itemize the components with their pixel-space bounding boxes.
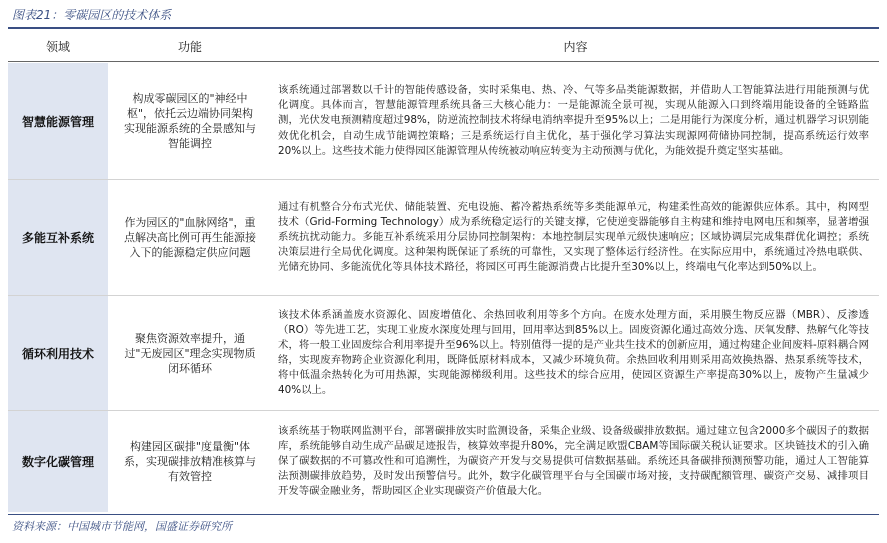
header-rule [8, 61, 879, 62]
domain-cell: 智慧能源管理 [8, 63, 108, 179]
content-cell: 该系统基于物联网监测平台，部署碳排放实时监测设备，采集企业级、设备级碳排放数据。通过建立包含2000多个碳因子的数据库，系统能够自动生成产品碳足迹报告，核算效率提升80%，完全满足欧盟CBAM等国际碳关税认证要求。区块链技术的引入确保了碳数据的不可篡改性和可追溯性，为碳资产开发与交易提供可信数据基础。系统还具备碳排预测预警功能，通过人工智能算法预测碳排放趋势，及时发出预警信号。此外，数字化碳管理平台与全国碳市场对接，支持碳配额管理、碳资产交易、减排项目开发等碳金融业务，帮助园区企业实现碳资产价值最大化。 [278, 424, 869, 498]
table-row [8, 410, 879, 512]
function-cell: 聚焦资源效率提升，通过"无废园区"理念实现物质闭环循环 [124, 331, 256, 375]
table-row [8, 63, 879, 179]
function-cell: 作为园区的"血脉网络"，重点解决高比例可再生能源接入下的能源稳定供应问题 [124, 216, 256, 259]
function-cell: 构成零碳园区的"神经中枢"，依托云边端协同架构实现能源系统的全景感知与智能调控 [124, 92, 256, 150]
table-header [8, 32, 879, 60]
content-cell: 通过有机整合分布式光伏、储能装置、充电设施、蓄冷蓄热系统等多类能源单元，构建柔性高效的能源供应体系。其中，构网型技术（Grid-Forming Technology）成为系统稳定运行的关键支撑，它使逆变器能够自主构建和维持电网电压和频率，显著增强系统抗扰动能力。多能互补系统采用分层协同控制架构：本地控制层实现单元级快速响应；区域协调层完成集群优化调控；系统决策层进行全局优化调度。这种架构既保证了系统的可靠性，又实现了整体运行经济性。在实际应用中，系统通过冷热电联供、光储充协同、多能流优化等具体技术路径，将园区可再生能源消费占比提升至30%以上，终端电气化率达到50%以上。 [278, 200, 869, 274]
content-cell: 该系统通过部署数以千计的智能传感设备，实时采集电、热、冷、气等多品类能源数据，并借助人工智能算法进行用能预测与优化调度。具体而言，智慧能源管理系统具备三大核心能力：一是能源流全景可视，实现从能源入口到终端用能设备的全链路监测，光伏发电预测精度超过98%，防逆流控制技术将绿电消纳率提升至95%以上；二是用能行为深度分析，通过机器学习识别能效优化机会，自动生成节能调控策略；三是系统运行自主优化，基于强化学习算法实现源网荷储协同控制，提高系统运行效率20%以上。这些技术能力使得园区能源管理从传统被动响应转变为主动预测与优化，为能效提升奠定坚实基础。 [278, 84, 869, 157]
source-note: 资料来源：中国城市节能网，国盛证券研究所 [12, 520, 232, 533]
domain-cell: 多能互补系统 [8, 180, 108, 295]
header-domain: 领域 [45, 39, 70, 54]
table-body [8, 63, 879, 512]
domain-cell: 数字化碳管理 [8, 411, 108, 512]
figure-caption: 图表21：零碳园区的技术体系 [12, 8, 172, 22]
header-content: 内容 [563, 39, 588, 54]
content-cell: 该技术体系涵盖废水资源化、固废增值化、余热回收利用等多个方向。在废水处理方面，采用膜生物反应器（MBR）、反渗透（RO）等先进工艺，实现工业废水深度处理与回用，回用率达到85%以上。固废资源化通过高效分选、厌氧发酵、热解气化等技术，将一般工业固废综合利用率提升至96%以上。特别值得一提的是产业共生技术的创新应用，通过构建企业间废料-原料耦合网络，实现废弃物跨企业资源化利用，既降低原材料成本，又减少环境负荷。余热回收利用则采用高效换热器、热泵系统等技术，将中低温余热转化为可用热源，实现能源梯级利用。这些技术的综合应用，使园区资源生产率提高30%以上，废物产生量减少40%以上。 [278, 308, 869, 397]
header-function: 功能 [177, 39, 202, 54]
function-cell: 构建园区碳排"度量衡"体系，实现碳排放精准核算与有效管控 [124, 440, 256, 483]
bottom-rule [8, 514, 879, 515]
table-row [8, 295, 879, 410]
top-rule [8, 27, 879, 29]
domain-cell: 循环利用技术 [8, 296, 108, 410]
table-row [8, 179, 879, 295]
